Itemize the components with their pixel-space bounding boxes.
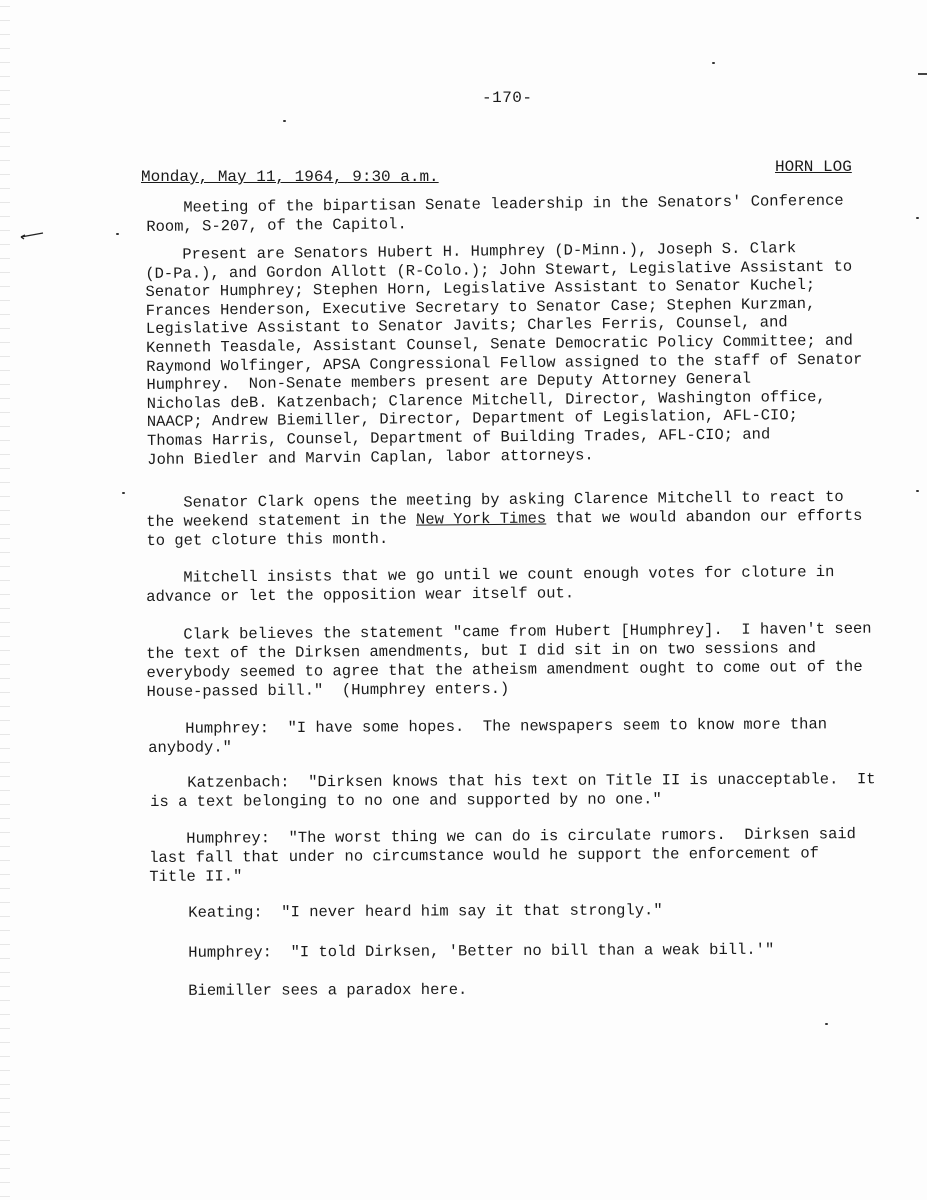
paragraph-katzenbach: [150, 770, 876, 812]
text-line: Humphrey: "The worst thing we can do is circulate rumors. Dirksen said: [149, 825, 857, 848]
text-fragment: the weekend statement in the: [146, 510, 417, 531]
paragraph-keating: [151, 901, 663, 923]
scan-speck: [916, 490, 919, 492]
text-line: Legislative Assistant to Senator Javits; Charles Ferris, Counsel, and: [145, 313, 788, 339]
paragraph-humphrey-hopes: [148, 715, 827, 758]
scan-speck: [122, 492, 125, 494]
text-line: anybody.": [148, 738, 232, 757]
text-line: Mitchell insists that we go until we count enough votes for cloture in: [146, 562, 835, 587]
text-line: House-passed bill." (Humphrey enters.): [146, 679, 510, 701]
text-line: Nicholas deB. Katzenbach; Clarence Mitchell, Director, Washington office,: [146, 387, 826, 413]
paragraph-biemiller: [151, 981, 467, 1001]
text-line: Keating: "I never heard him say it that strongly.": [151, 901, 663, 922]
paragraph-clark-opens: [146, 488, 863, 551]
scan-speck: [283, 120, 286, 122]
paragraph-clark-believes: [146, 620, 872, 702]
newspaper-title: New York Times: [415, 509, 547, 529]
text-line: Kenneth Teasdale, Assistant Counsel, Senate Democratic Policy Committee; and: [145, 331, 854, 357]
text-line: Present are Senators Hubert H. Humphrey (D-Minn.), Joseph S. Clark: [145, 239, 797, 264]
text-line: (D-Pa.), and Gordon Allott (R-Colo.); John Stewart, Legislative Assistant to: [145, 257, 853, 283]
text-line: Thomas Harris, Counsel, Department of Building Trades, AFL-CIO; and: [146, 425, 771, 450]
scan-speck: [116, 233, 119, 235]
paragraph-attendees: [145, 238, 864, 469]
scan-speck: [825, 1023, 828, 1025]
scan-speck: [712, 62, 715, 64]
text-fragment: that we would abandon our efforts: [546, 506, 863, 528]
text-line: Humphrey: "I told Dirksen, 'Better no bill than a weak bill.'": [151, 940, 775, 962]
text-line: to get cloture this month.: [146, 529, 389, 550]
text-line: last fall that under no circumstance would he support the enforcement of: [149, 844, 819, 867]
text-line: Katzenbach: "Dirksen knows that his text on Title II is unacceptable. It: [150, 770, 876, 792]
scan-edge: [0, 0, 10, 1200]
page-number: -170-: [482, 89, 533, 107]
text-line: Humphrey: "I have some hopes. The newspapers seem to know more than: [148, 715, 828, 738]
text-line: NAACP; Andrew Biemiller, Director, Department of Legislation, AFL-CIO;: [146, 406, 799, 432]
scan-speck: [916, 217, 919, 219]
paragraph-meeting-location: [146, 192, 844, 237]
text-line: advance or let the opposition wear itself out.: [146, 584, 575, 606]
paragraph-mitchell: [146, 563, 835, 607]
text-line: Biemiller sees a paradox here.: [151, 980, 468, 1000]
log-title: HORN LOG: [775, 158, 852, 176]
paragraph-humphrey-dirksen: [151, 941, 774, 963]
paragraph-humphrey-rumors: [149, 825, 856, 887]
text-line: Title II.": [149, 867, 243, 886]
text-line: Raymond Wolfinger, APSA Congressional Fellow assigned to the staff of Senator: [146, 350, 863, 376]
text-line: Humphrey. Non-Senate members present are Deputy Attorney General: [146, 369, 752, 395]
text-line: the text of the Dirksen amendments, but I did sit in on two sessions and: [146, 639, 817, 663]
text-line: Frances Henderson, Executive Secretary to Senator Case; Stephen Kurzman,: [145, 294, 816, 320]
handwritten-arrow-icon: [18, 232, 44, 240]
margin-mark: [918, 73, 927, 75]
text-line: Senator Clark opens the meeting by asking Clarence Mitchell to react to: [146, 487, 844, 512]
text-line: is a text belonging to no one and supported by no one.": [150, 790, 662, 811]
text-line: Clark believes the statement "came from Hubert [Humphrey]. I haven't seen: [146, 619, 872, 644]
text-line: Meeting of the bipartisan Senate leadership in the Senators' Conference: [146, 191, 844, 217]
text-line: John Biedler and Marvin Caplan, labor attorneys.: [147, 445, 594, 469]
text-line: Senator Humphrey; Stephen Horn, Legislative Assistant to Senator Kuchel;: [145, 276, 816, 302]
text-line: everybody seemed to agree that the atheism amendment ought to come out of the: [146, 657, 863, 682]
text-line: Room, S-207, of the Capitol.: [146, 215, 407, 236]
date-heading: Monday, May 11, 1964, 9:30 a.m.: [141, 168, 439, 186]
